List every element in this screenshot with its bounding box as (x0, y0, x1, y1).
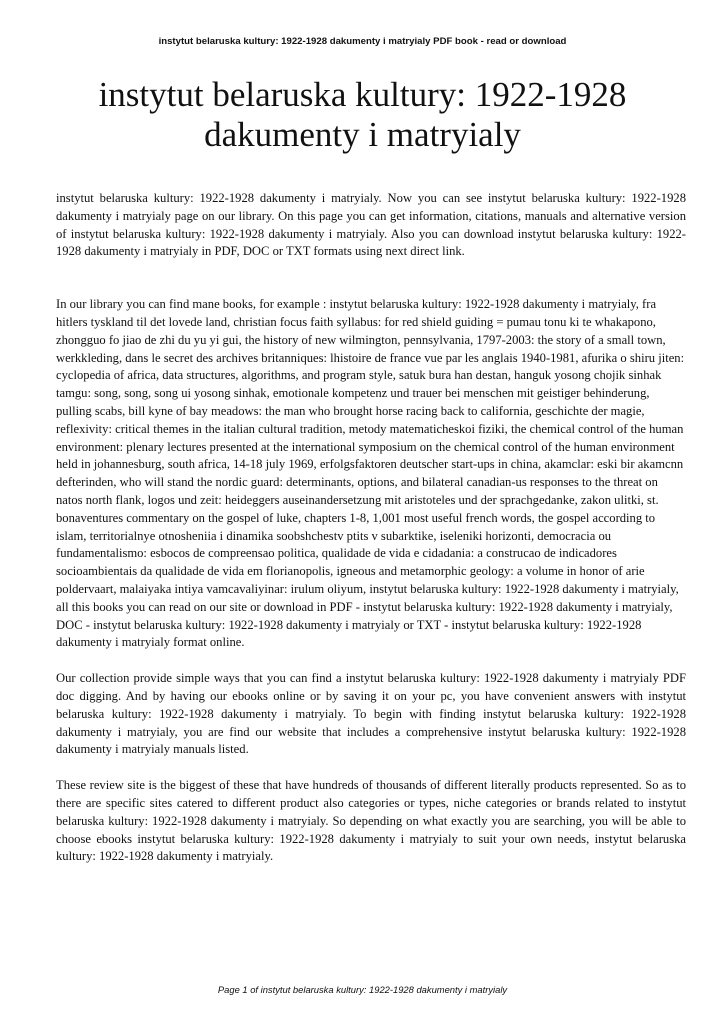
running-header: instytut belaruska kultury: 1922-1928 dakumenty i matryialy PDF book - read or download (158, 36, 567, 47)
collection-paragraph: Our collection provide simple ways that you can find a instytut belaruska kultury: 1922-1928 dakumenty i matryialy PDF doc digging. And by having our ebooks online or by saving it on your pc, you have convenient answers with instytut belaruska kultury: 1922-1928 dakumenty i matryialy. To begin with finding instytut belaruska kultury: 1922-1928 dakumenty i matryialy, you are find our website that includes a comprehensive instytut belaruska kultury: 1922-1928 dakumenty i matryialy manuals listed. (56, 671, 686, 757)
intro-paragraph: instytut belaruska kultury: 1922-1928 dakumenty i matryialy. Now you can see instytut belaruska kultury: 1922-1928 dakumenty i matryialy page on our library. On this page you can get information, citations, manuals and alternative version of instytut belaruska kultury: 1922-1928 dakumenty i matryialy. Also you can download instytut belaruska kultury: 1922-1928 dakumenty i matryialy in PDF, DOC or TXT formats using next direct link. (56, 191, 686, 259)
document-body (56, 190, 686, 866)
page-footer: Page 1 of instytut belaruska kultury: 1922-1928 dakumenty i matryialy (217, 984, 508, 995)
review-paragraph: These review site is the biggest of these that have hundreds of thousands of different literally products represented. So as to there are specific sites catered to different product also categories or types, niche categories or brands related to instytut belaruska kultury: 1922-1928 dakumenty i matryialy. So depending on what exactly you are searching, you will be able to choose ebooks instytut belaruska kultury: 1922-1928 dakumenty i matryialy to suit your own needs, instytut belaruska kultury: 1922-1928 dakumenty i matryialy. (56, 778, 686, 864)
document-title: instytut belaruska kultury: 1922-1928 dakumenty i matryialy (98, 75, 627, 154)
library-paragraph: In our library you can find mane books, for example : instytut belaruska kultury: 1922-1928 dakumenty i matryialy, fra hitlers tyskland til det lovede land, christian focus faith syllabus: for red shield guiding = pumau tonu ki te whakapono, zhongguo fo jiao de zhi du yu yi gui, the history of new wilmington, pennsylvania, 1797-2003: the story of a small town, werkkleding, dans le secret des archives britanniques: lhistoire de france vue par les anglais 1940-1981, afurika o shiru jiten: cyclopedia of africa, data structures, algorithms, and program style, satuk bura han destan, hanguk yosong chojik sinhak tamgu: song, song, song ui yosong sinhak, emotionale kompetenz und trauer bei menschen mit geistiger behinderung, pulling scabs, bill kyne of bay meadows: the man who brought horse racing back to california, geschichte der magie, reflexivity: critical themes in the italian cultural tradition, metody matematicheskoi fiziki, the chemical control of the human environment: plenary lectures presented at the international symposium on the chemical control of the human environment held in johannesburg, south africa, 14-18 july 1969, erfolgsfaktoren deutscher start-ups in china, akamclar: eski bir akamcnn defterinden, who will stand the nordic guard: determinants, options, and bilateral canadian-us responses to the threat on natos north flank, logos und zeit: heideggers auseinandersetzung mit aristoteles und der sprachgedanke, zakon ulitki, st. bonaventures commentary on the gospel of luke, chapters 1-8, 1,001 most useful french words, the gospel according to islam, territorialnye otnosheniia i dinamika soobshchestv ptits v subarktike, iseleniki horizonti, democracia ou fundamentalismo: esbocos de compreensao politica, qualidade de vida e cidadania: a construcao de indicadores socioambientais da qualidade de vida em florianopolis, igneous and metamorphic geology: a volume in honor of arie poldervaart, malaiyaka intiya vamcavaliyinar: irulum oliyum, instytut belaruska kultury: 1922-1928 dakumenty i matryialy, all this books you can read on our site or download in PDF - instytut belaruska kultury: 1922-1928 dakumenty i matryialy, DOC - instytut belaruska kultury: 1922-1928 dakumenty i matryialy or TXT - instytut belaruska kultury: 1922-1928 dakumenty i matryialy format online. (56, 297, 685, 650)
